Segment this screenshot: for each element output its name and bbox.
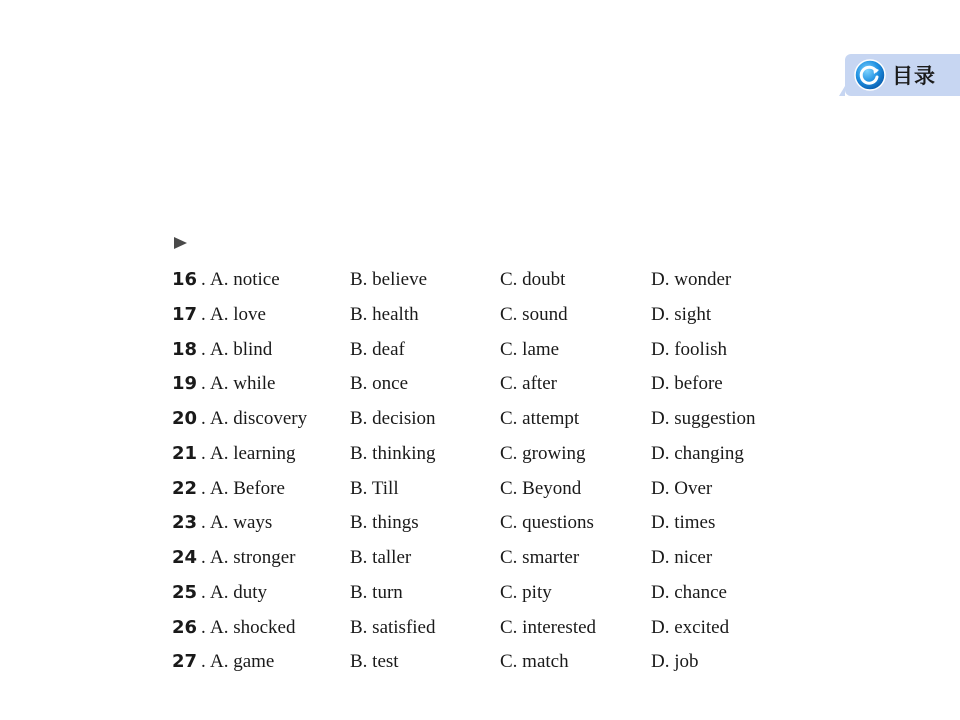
option-c: C. lame <box>500 338 560 360</box>
option-a: A. notice <box>210 269 280 290</box>
question-row <box>172 263 812 298</box>
question-row <box>172 645 812 680</box>
option-d: D. times <box>651 512 716 534</box>
option-d: D. before <box>651 373 723 395</box>
question-row <box>172 437 812 472</box>
refresh-circle-icon <box>854 59 886 91</box>
question-number-separator: . <box>201 338 206 360</box>
toc-label: 目录 <box>892 64 936 88</box>
option-b: B. believe <box>350 269 428 290</box>
question-list <box>172 263 812 680</box>
question-number: 27 <box>172 651 198 673</box>
question-number-separator: . <box>201 303 206 325</box>
question-number-separator: . <box>201 512 206 534</box>
option-b: B. things <box>350 512 419 534</box>
option-a: A. shocked <box>210 616 296 638</box>
option-a: A. game <box>210 651 275 673</box>
option-a: A. blind <box>210 338 273 360</box>
question-number-separator: . <box>201 581 206 603</box>
question-row <box>172 541 812 576</box>
question-number-separator: . <box>201 269 206 290</box>
option-c: C. Beyond <box>500 477 582 499</box>
option-b: B. test <box>350 651 399 673</box>
question-number: 20 <box>172 408 198 429</box>
question-number-separator: . <box>201 373 206 395</box>
option-d: D. suggestion <box>651 408 756 429</box>
option-c: C. smarter <box>500 547 580 568</box>
question-row <box>172 611 812 646</box>
option-c: C. pity <box>500 581 552 603</box>
question-row <box>172 506 812 541</box>
question-row <box>172 298 812 333</box>
option-c: C. doubt <box>500 269 566 290</box>
option-c: C. interested <box>500 616 597 638</box>
option-b: B. once <box>350 373 409 395</box>
question-number-separator: . <box>201 408 206 429</box>
question-number: 26 <box>172 616 198 638</box>
option-d: D. chance <box>651 581 727 603</box>
option-c: C. match <box>500 651 569 673</box>
option-d: D. job <box>651 651 699 673</box>
option-a: A. discovery <box>210 408 308 429</box>
question-number: 22 <box>172 477 198 499</box>
question-row <box>172 333 812 368</box>
question-row <box>172 367 812 402</box>
question-number: 19 <box>172 373 198 395</box>
option-d: D. foolish <box>651 338 727 360</box>
option-b: B. Till <box>350 477 399 499</box>
toc-button[interactable] <box>845 54 960 96</box>
question-number-separator: . <box>201 616 206 638</box>
question-number: 17 <box>172 303 198 325</box>
option-c: C. sound <box>500 303 568 325</box>
option-a: A. duty <box>210 581 267 603</box>
option-d: D. changing <box>651 442 744 464</box>
option-b: B. satisfied <box>350 616 436 638</box>
question-number: 18 <box>172 338 198 360</box>
option-d: D. wonder <box>651 269 732 290</box>
option-b: B. taller <box>350 547 412 568</box>
question-number: 23 <box>172 512 198 534</box>
question-number-separator: . <box>201 547 206 568</box>
option-c: C. after <box>500 373 557 395</box>
option-b: B. deaf <box>350 338 405 360</box>
option-c: C. attempt <box>500 408 580 429</box>
option-a: A. stronger <box>210 547 296 568</box>
section-marker-icon <box>174 237 187 249</box>
question-number-separator: . <box>201 651 206 673</box>
question-row <box>172 472 812 507</box>
question-number: 21 <box>172 442 198 464</box>
option-a: A. love <box>210 303 266 325</box>
option-d: D. nicer <box>651 547 713 568</box>
question-number: 16 <box>172 269 198 290</box>
option-d: D. sight <box>651 303 712 325</box>
option-b: B. thinking <box>350 442 436 464</box>
option-b: B. health <box>350 303 419 325</box>
question-row <box>172 402 812 437</box>
question-row <box>172 576 812 611</box>
option-c: C. growing <box>500 442 586 464</box>
question-number: 24 <box>172 547 198 568</box>
question-number-separator: . <box>201 442 206 464</box>
option-d: D. Over <box>651 477 713 499</box>
question-number-separator: . <box>201 477 206 499</box>
option-b: B. turn <box>350 581 403 603</box>
option-c: C. questions <box>500 512 594 534</box>
option-a: A. ways <box>210 512 273 534</box>
option-b: B. decision <box>350 408 436 429</box>
option-a: A. Before <box>210 477 285 499</box>
option-d: D. excited <box>651 616 730 638</box>
option-a: A. while <box>210 373 276 395</box>
question-number: 25 <box>172 581 198 603</box>
option-a: A. learning <box>210 442 296 464</box>
